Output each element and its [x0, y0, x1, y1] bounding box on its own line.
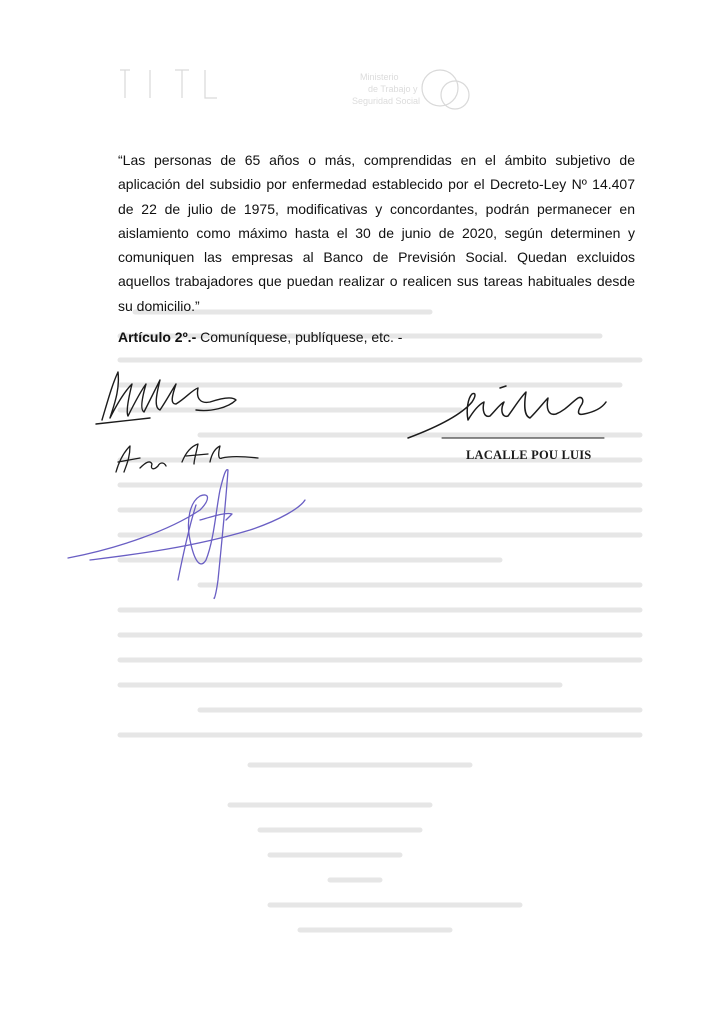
signature-purple [68, 470, 305, 599]
svg-text:de Trabajo y: de Trabajo y [368, 84, 418, 94]
signature-right [408, 386, 606, 438]
svg-text:Seguridad Social: Seguridad Social [352, 96, 421, 106]
signer-name: LACALLE POU LUIS [466, 448, 592, 462]
article-label: Artículo 2º.- [118, 329, 197, 345]
signature-left-middle [116, 444, 258, 472]
signature-left-top [96, 372, 236, 424]
svg-text:Ministerio: Ministerio [360, 72, 399, 82]
article-text: Comuníquese, publíquese, etc. - [196, 329, 403, 345]
quote-paragraph: “Las personas de 65 años o más, comprendidas en el ámbito subjetivo de aplicación del subsidio por enfermedad establecido por el Decreto-Ley Nº 14.407 de 22 de julio de 1975, modificativas y concordantes, podrán permanecer en aislamiento como máximo hasta el 30 de junio de 2020, según determinen y comuniquen las empresas al Banco de Previsión Social. Quedan excluidos aquellos trabajadores que puedan realizar o realicen sus tareas habituales desde su domicilio.” [118, 152, 635, 314]
